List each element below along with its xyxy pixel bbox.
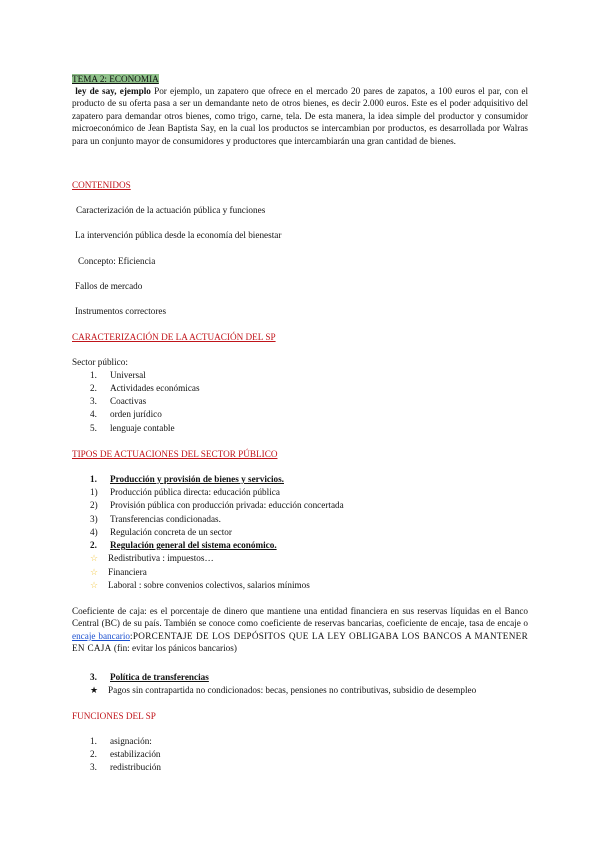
contenidos-item: La intervención pública desde la economía del bienestar — [75, 230, 282, 240]
politica-section: 3. Política de transferencias — [90, 672, 209, 682]
list-item: ★ Pagos sin contrapartida no condicionados: becas, pensiones no contributivas, subsidio de desempleo — [90, 685, 477, 695]
intro-lead: ley de say, ejemplo — [75, 86, 151, 96]
list-item: 2. estabilización — [90, 749, 161, 759]
tipos-section-1: 1. Producción y provisión de bienes y servicios. — [90, 474, 284, 484]
contenidos-item: Instrumentos correctores — [75, 306, 167, 316]
list-item: 3) Transferencias condicionadas. — [90, 514, 221, 524]
intro-text: Por ejemplo, un zapatero que ofrece en el mercado 20 pares de zapatos, a 100 euros el par, con el producto de su oferta pasa a ser un demandante neto de otros bienes, es decir 2.000 euros. Este es el poder adquisitivo del zapatero para demandar otros bienes, como trigo, carne, tela. De esta manera, la idea simple del productor y consumidor microeconómico de Jean Baptista Say, en la cual los productos se intercambian por productos, es desarrollada por Walras para un conjunto mayor de consumidores y productores que intercambiarán una gran cantidad de bienes. — [72, 86, 528, 146]
list-item: ☆ Laboral : sobre convenios colectivos, salarios mínimos — [90, 580, 310, 590]
star-outline-icon: ☆ — [90, 580, 99, 590]
star-filled-icon: ★ — [90, 685, 99, 695]
contenidos-item: Caracterización de la actuación pública y funciones — [76, 205, 266, 215]
contenidos-item: Concepto: Eficiencia — [78, 256, 156, 266]
caracterizacion-heading: CARACTERIZACIÓN DE LA ACTUACIÓN DEL SP — [72, 332, 276, 342]
contenidos-item: Fallos de mercado — [75, 281, 143, 291]
list-item: ☆ Financiera — [90, 567, 147, 577]
intro-paragraph — [72, 85, 528, 147]
list-item: 1. asignación: — [90, 736, 152, 746]
list-item: 2) Provisión pública con producción privada: educción concertada — [90, 500, 344, 510]
list-item: 3. redistribución — [90, 762, 162, 772]
coeficiente-paragraph: Coeficiente de caja: es el porcentaje de dinero que mantiene una entidad financiera en sus reservas líquidas en el Banco Central (BC) de su país. También se conoce como coeficiente de reservas bancarias, coeficiente de encaje, tasa de encaje o encaje bancario:PORCENTAJE DE LOS DEPÓSITOS QUE LA LEY OBLIGABA LOS BANCOS A MANTENER EN CAJA (fin: evitar los pánicos bancarios) — [72, 606, 528, 654]
sector-publico-label: Sector público: — [72, 357, 128, 367]
list-item: 4) Regulación concreta de un sector — [90, 527, 232, 537]
star-outline-icon: ☆ — [90, 553, 99, 563]
title-text: TEMA 2: ECONOMIA — [72, 74, 159, 84]
tipos-heading: TIPOS DE ACTUACIONES DEL SECTOR PÚBLICO — [72, 449, 278, 459]
list-item: 2. Actividades económicas — [90, 383, 200, 393]
list-item: 3. Coactivas — [90, 396, 147, 406]
list-item: 5. lenguaje contable — [90, 423, 175, 433]
list-item: 4. orden jurídico — [90, 409, 162, 419]
star-outline-icon: ☆ — [90, 567, 99, 577]
list-item: ☆ Redistributiva : impuestos… — [90, 553, 214, 563]
encaje-bancario-link[interactable]: encaje bancario — [72, 630, 131, 641]
funciones-heading: FUNCIONES DEL SP — [72, 711, 156, 721]
list-item: 1. Universal — [90, 370, 146, 380]
page-title — [72, 73, 159, 85]
contenidos-heading: CONTENIDOS — [72, 180, 131, 190]
tipos-section-2: 2. Regulación general del sistema económico. — [90, 540, 277, 550]
list-item: 1) Producción pública directa: educación pública — [90, 487, 280, 497]
